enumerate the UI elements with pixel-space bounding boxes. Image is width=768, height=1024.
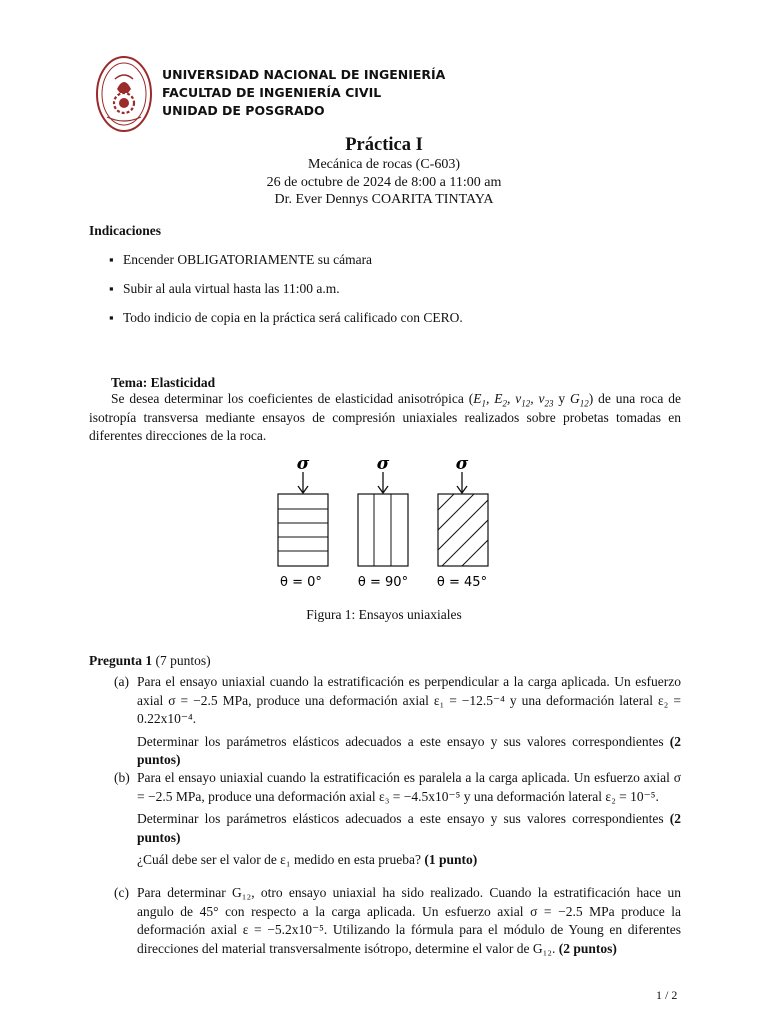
bullet-icon: ▪	[109, 310, 114, 325]
item-c-text: Para determinar G₁₂, otro ensayo uniaxial ha sido realizado. Cuando la estratificación hace un angulo de 45° con respecto a la carga aplicada. Un esfuerzo axial σ = −2.5 MPa produce la deformación axial ε = −5.2x10⁻⁵. Utilizando la fórmula para el módulo de Young en diferentes direcciones del material transversalmente isótropo, determine el valor de G₁₂.	[137, 885, 681, 956]
item-c-points: (2 puntos)	[558, 940, 617, 956]
item-b-question-text: ¿Cuál debe ser el valor de ε₁ medido en esta prueba?	[137, 852, 422, 867]
theme-heading: Tema: Elasticidad	[111, 375, 216, 390]
item-a-points: (2 puntos)	[137, 733, 681, 767]
indication-item: Todo indicio de copia en la práctica será calificado con CERO.	[123, 310, 463, 325]
angle-label: θ = 90°	[357, 575, 409, 590]
university-seal-logo	[95, 55, 153, 133]
sigma-label: σ	[376, 454, 390, 474]
institution-university: UNIVERSIDAD NACIONAL DE INGENIERÍA	[162, 67, 446, 82]
item-a-task	[137, 733, 681, 770]
item-b-statement: Para el ensayo uniaxial cuando la estratificación es paralela a la carga aplicada. Un esfuerzo axial σ = −2.5 MPa, produce una deformación axial ε₃ = −4.5x10⁻⁵ y una deformación lateral ε₂ = 10⁻⁵.	[137, 770, 681, 804]
item-a-statement: Para el ensayo uniaxial cuando la estratificación es perpendicular a la carga aplicada. Un esfuerzo axial σ = −2.5 MPa, produce una deformación axial ε₁ = −12.5⁻⁴ y una deformación lateral ε₂ = 0.22x10⁻⁴.	[137, 674, 681, 726]
instructor-name: Dr. Ever Dennys COARITA TINTAYA	[274, 192, 494, 207]
item-a-task-text: Determinar los parámetros elásticos adecuados a este ensayo y sus valores correspondientes	[137, 733, 664, 749]
institution-unit: UNIDAD DE POSGRADO	[162, 103, 325, 118]
title-block	[0, 134, 768, 209]
item-b-label: (b)	[114, 770, 130, 785]
sigma-label: σ	[296, 454, 310, 474]
angle-label: θ = 0°	[280, 575, 322, 590]
theme-intro-end: ) de una roca de isotropía transversa mediante ensayos de compresión uniaxiales realizados sobre probetas tomadas en diferentes direcciones de la roca.	[89, 391, 682, 443]
specimen-90deg	[358, 454, 408, 590]
item-b-points: (2 puntos)	[137, 811, 681, 845]
item-c	[137, 884, 681, 962]
question-1-points: (7 puntos)	[155, 653, 211, 668]
uniaxial-tests-figure	[270, 452, 500, 592]
specimen-0deg	[278, 454, 328, 590]
institution-header	[162, 66, 445, 120]
angle-label: θ = 45°	[436, 575, 488, 590]
theme-intro-start: Se desea determinar los coeficientes de elasticidad anisotrópica (	[111, 391, 474, 406]
question-1-heading	[89, 652, 211, 671]
elastic-coefficients: $E_1$, $E_2$, $\nu_{12}$, $\nu_{23}$ y $G_{12}$	[473, 391, 589, 409]
figure-caption: Figura 1: Ensayos uniaxiales	[306, 607, 462, 622]
item-c-label: (c)	[114, 885, 129, 900]
specimen-45deg	[437, 454, 500, 590]
page-title: Práctica I	[345, 135, 423, 155]
exam-date: 26 de octubre de 2024 de 8:00 a 11:00 am	[266, 174, 502, 190]
item-c-statement	[137, 884, 681, 958]
question-1-title: Pregunta 1	[89, 653, 153, 668]
item-b-task-text: Determinar los parámetros elásticos adecuados a este ensayo y sus valores correspondientes	[137, 811, 664, 826]
item-a-label: (a)	[114, 674, 129, 689]
sigma-label: σ	[455, 454, 469, 474]
item-b-points-2: (1 punto)	[424, 852, 478, 867]
bullet-icon: ▪	[109, 281, 114, 296]
item-a	[137, 673, 681, 774]
item-b	[137, 769, 681, 874]
indications-heading: Indicaciones	[89, 223, 162, 238]
bullet-icon: ▪	[109, 252, 114, 267]
indication-item: Subir al aula virtual hasta las 11:00 a.m.	[123, 281, 340, 296]
indication-item: Encender OBLIGATORIAMENTE su cámara	[123, 252, 373, 267]
page-number: 1 / 2	[656, 988, 678, 1002]
item-b-question	[137, 851, 681, 870]
theme-intro	[89, 390, 681, 446]
course-name: Mecánica de rocas (C-603)	[308, 157, 460, 172]
item-b-task	[137, 810, 681, 847]
institution-faculty: FACULTAD DE INGENIERÍA CIVIL	[162, 85, 382, 100]
